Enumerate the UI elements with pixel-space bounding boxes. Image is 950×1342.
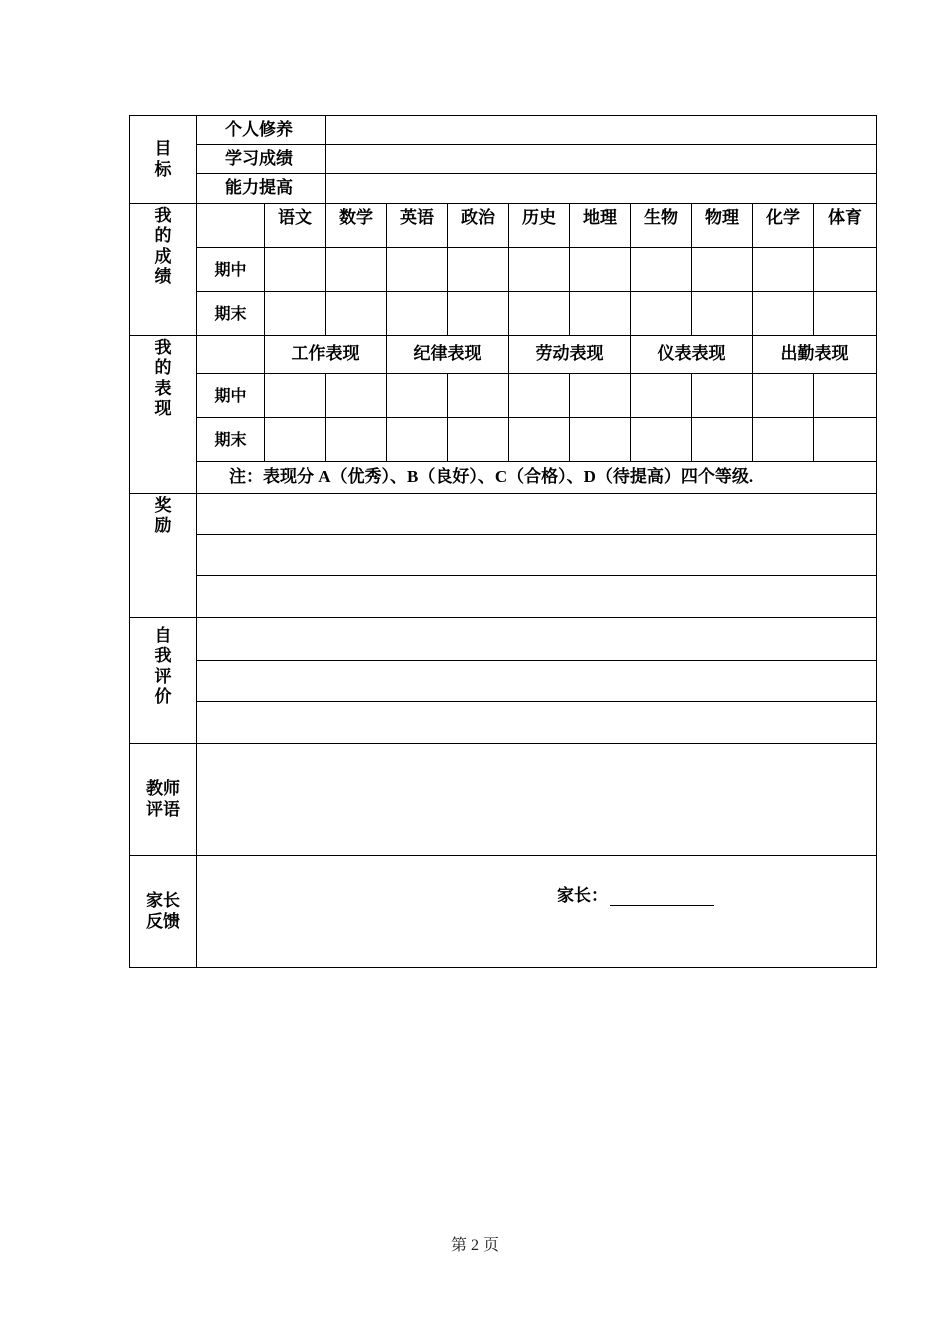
performance-cell[interactable] — [265, 418, 326, 462]
grade-cell[interactable] — [570, 248, 631, 292]
parent-feedback-label — [130, 856, 197, 968]
performance-cell[interactable] — [448, 418, 509, 462]
grade-cell[interactable] — [753, 292, 814, 336]
grade-cell[interactable] — [448, 292, 509, 336]
subject-header: 体育 — [814, 204, 877, 248]
grade-cell[interactable] — [265, 292, 326, 336]
page-number: 第 2 页 — [450, 1237, 499, 1254]
performance-cell[interactable] — [265, 374, 326, 418]
performance-category-header: 工作表现 — [265, 336, 387, 374]
grade-cell[interactable] — [692, 248, 753, 292]
teacher-comment-label-line: 教师 — [146, 779, 180, 800]
parent-signature-label: 家长： — [557, 886, 608, 906]
performance-cell[interactable] — [326, 418, 387, 462]
performance-cell[interactable] — [509, 418, 570, 462]
grade-cell[interactable] — [631, 248, 692, 292]
performance-category-header: 出勤表现 — [753, 336, 877, 374]
goal-row-label: 能力提高 — [197, 174, 326, 204]
term-label-final: 期末 — [197, 418, 265, 462]
subject-header: 生物 — [631, 204, 692, 248]
parent-signature-line[interactable] — [610, 887, 714, 906]
self-evaluation-line[interactable] — [197, 618, 877, 661]
performance-category-header: 纪律表现 — [387, 336, 509, 374]
awards-label-text: 奖励 — [154, 496, 172, 537]
performance-cell[interactable] — [753, 374, 814, 418]
term-label-midterm: 期中 — [197, 248, 265, 292]
grade-cell[interactable] — [509, 248, 570, 292]
grade-cell[interactable] — [326, 292, 387, 336]
award-line[interactable] — [197, 576, 877, 618]
grade-cell[interactable] — [631, 292, 692, 336]
teacher-comment-label — [130, 744, 197, 856]
goal-value-cell[interactable] — [326, 116, 877, 145]
subject-header: 语文 — [265, 204, 326, 248]
performance-cell[interactable] — [387, 374, 448, 418]
parent-feedback-label-line: 反馈 — [146, 911, 180, 932]
term-label-final: 期末 — [197, 292, 265, 336]
goal-row-label: 学习成绩 — [197, 145, 326, 174]
grade-cell[interactable] — [448, 248, 509, 292]
performance-cell[interactable] — [570, 418, 631, 462]
grades-corner-cell — [197, 204, 265, 248]
subject-header: 化学 — [753, 204, 814, 248]
grade-cell[interactable] — [814, 248, 877, 292]
grade-cell[interactable] — [814, 292, 877, 336]
subject-header: 历史 — [509, 204, 570, 248]
self-evaluation-line[interactable] — [197, 661, 877, 702]
grade-cell[interactable] — [326, 248, 387, 292]
performance-category-header: 仪表表现 — [631, 336, 753, 374]
parent-feedback-label-line: 家长 — [146, 891, 180, 912]
performance-label-text: 我的表现 — [154, 338, 172, 420]
awards-section-label — [130, 494, 197, 618]
grades-label-text: 我的成绩 — [154, 206, 172, 288]
teacher-comment-area[interactable] — [197, 744, 877, 856]
grade-cell[interactable] — [692, 292, 753, 336]
term-label-midterm: 期中 — [197, 374, 265, 418]
parent-feedback-area[interactable] — [197, 856, 877, 968]
performance-cell[interactable] — [448, 374, 509, 418]
performance-cell[interactable] — [814, 418, 877, 462]
performance-cell[interactable] — [631, 374, 692, 418]
performance-cell[interactable] — [692, 418, 753, 462]
subject-header: 英语 — [387, 204, 448, 248]
parent-signature — [557, 886, 714, 906]
subject-header: 地理 — [570, 204, 631, 248]
self-evaluation-label-text: 自我评价 — [154, 626, 172, 708]
award-line[interactable] — [197, 494, 877, 535]
award-line[interactable] — [197, 535, 877, 576]
subject-header: 政治 — [448, 204, 509, 248]
performance-cell[interactable] — [814, 374, 877, 418]
performance-cell[interactable] — [509, 374, 570, 418]
performance-grading-note: 注：表现分 A（优秀）、B（良好）、C（合格）、D（待提高）四个等级. — [197, 462, 877, 494]
goal-row-label: 个人修养 — [197, 116, 326, 145]
performance-cell[interactable] — [631, 418, 692, 462]
goals-section-label — [130, 116, 197, 204]
performance-corner-cell — [197, 336, 265, 374]
grade-cell[interactable] — [753, 248, 814, 292]
performance-cell[interactable] — [387, 418, 448, 462]
grade-cell[interactable] — [265, 248, 326, 292]
goal-value-cell[interactable] — [326, 174, 877, 204]
subject-header: 数学 — [326, 204, 387, 248]
self-evaluation-line[interactable] — [197, 702, 877, 744]
performance-category-header: 劳动表现 — [509, 336, 631, 374]
performance-cell[interactable] — [570, 374, 631, 418]
teacher-comment-label-line: 评语 — [146, 799, 180, 820]
goals-label-text: 目标 — [154, 139, 172, 180]
student-record-form — [129, 115, 877, 968]
goal-value-cell[interactable] — [326, 145, 877, 174]
grade-cell[interactable] — [509, 292, 570, 336]
performance-cell[interactable] — [326, 374, 387, 418]
performance-cell[interactable] — [692, 374, 753, 418]
performance-section-label — [130, 336, 197, 494]
self-evaluation-section-label — [130, 618, 197, 744]
subject-header: 物理 — [692, 204, 753, 248]
grade-cell[interactable] — [387, 248, 448, 292]
grade-cell[interactable] — [570, 292, 631, 336]
performance-cell[interactable] — [753, 418, 814, 462]
grade-cell[interactable] — [387, 292, 448, 336]
grades-section-label — [130, 204, 197, 336]
